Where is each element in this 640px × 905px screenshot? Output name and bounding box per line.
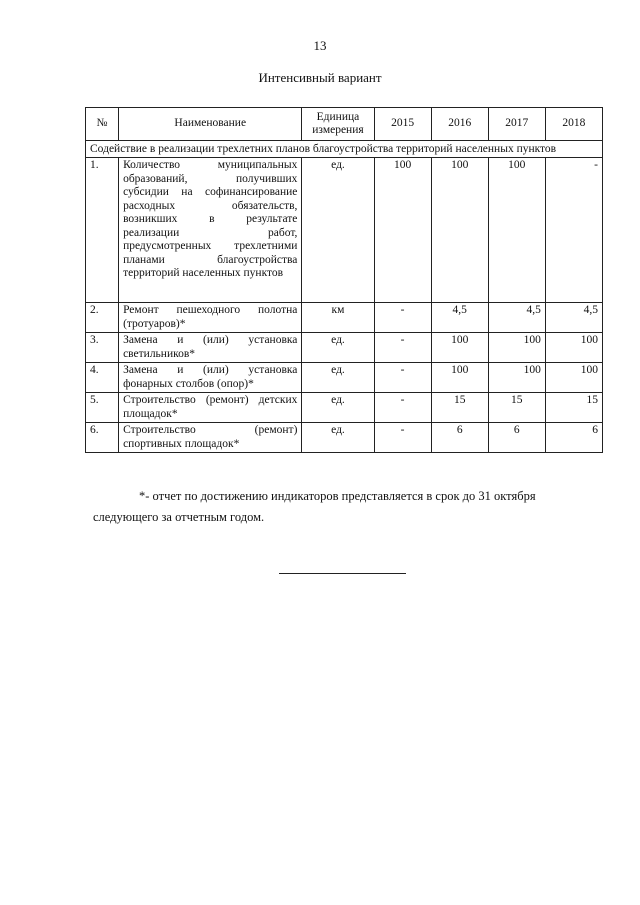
row-number: 5.: [86, 393, 119, 423]
table-header-row: [86, 108, 603, 141]
row-name: Строительство (ремонт) детских площадок*: [119, 393, 302, 423]
row-number: 3.: [86, 333, 119, 363]
row-unit: км: [302, 303, 374, 333]
section-title: Содействие в реализации трехлетних планов благоустройства территорий населенных пунктов: [86, 141, 603, 158]
section-row: [86, 141, 603, 158]
row-unit: ед.: [302, 363, 374, 393]
row-value-2018: 15: [545, 393, 602, 423]
header-year-2015: 2015: [374, 108, 431, 141]
row-unit: ед.: [302, 423, 374, 453]
row-name: Ремонт пешеходного полотна (тротуаров)*: [119, 303, 302, 333]
table-row: [86, 303, 603, 333]
table-row: [86, 333, 603, 363]
header-year-2016: 2016: [431, 108, 488, 141]
row-value-2017: 15: [488, 393, 545, 423]
row-name: Строительство (ремонт) спортивных площадок*: [119, 423, 302, 453]
row-number: 2.: [86, 303, 119, 333]
footnote-line-2: следующего за отчетным годом.: [93, 510, 265, 524]
footnote-line-1: *- отчет по достижению индикаторов представляется в срок до 31 октября: [139, 489, 536, 503]
header-number: №: [86, 108, 119, 141]
row-value-2018: 4,5: [545, 303, 602, 333]
document-title: Интенсивный вариант: [258, 70, 382, 85]
indicators-table: [85, 107, 603, 453]
row-value-2017: 100: [488, 158, 545, 303]
row-value-2015: -: [374, 333, 431, 363]
footnote: [93, 486, 600, 528]
row-value-2016: 100: [431, 333, 488, 363]
row-value-2016: 100: [431, 158, 488, 303]
row-value-2018: 100: [545, 363, 602, 393]
row-value-2018: -: [545, 158, 602, 303]
row-value-2017: 4,5: [488, 303, 545, 333]
row-unit: ед.: [302, 158, 374, 303]
row-value-2018: 6: [545, 423, 602, 453]
row-value-2015: -: [374, 363, 431, 393]
row-value-2016: 6: [431, 423, 488, 453]
row-name: Количество муниципальных образований, получивших субсидии на софинансирование расходных обязательств, возникших в результате реализации работ, предусмотренных трехлетними планами благоустройства территорий населенных пунктов: [119, 158, 302, 303]
header-name: Наименование: [119, 108, 302, 141]
table-row: [86, 363, 603, 393]
table-row: [86, 393, 603, 423]
row-value-2015: -: [374, 423, 431, 453]
row-name: Замена и (или) установка светильников*: [119, 333, 302, 363]
row-value-2015: -: [374, 303, 431, 333]
row-unit: ед.: [302, 393, 374, 423]
row-value-2016: 4,5: [431, 303, 488, 333]
row-value-2017: 100: [488, 363, 545, 393]
page-number: 13: [313, 38, 327, 53]
row-value-2015: -: [374, 393, 431, 423]
header-unit: Единица измерения: [302, 108, 374, 141]
row-name: Замена и (или) установка фонарных столбов (опор)*: [119, 363, 302, 393]
header-year-2017: 2017: [488, 108, 545, 141]
header-year-2018: 2018: [545, 108, 602, 141]
row-number: 6.: [86, 423, 119, 453]
row-value-2016: 100: [431, 363, 488, 393]
table-row: [86, 423, 603, 453]
separator-line: [279, 573, 406, 574]
table-row: [86, 158, 603, 303]
row-value-2017: 100: [488, 333, 545, 363]
row-number: 1.: [86, 158, 119, 303]
row-value-2017: 6: [488, 423, 545, 453]
row-value-2015: 100: [374, 158, 431, 303]
row-value-2018: 100: [545, 333, 602, 363]
row-number: 4.: [86, 363, 119, 393]
row-unit: ед.: [302, 333, 374, 363]
row-value-2016: 15: [431, 393, 488, 423]
